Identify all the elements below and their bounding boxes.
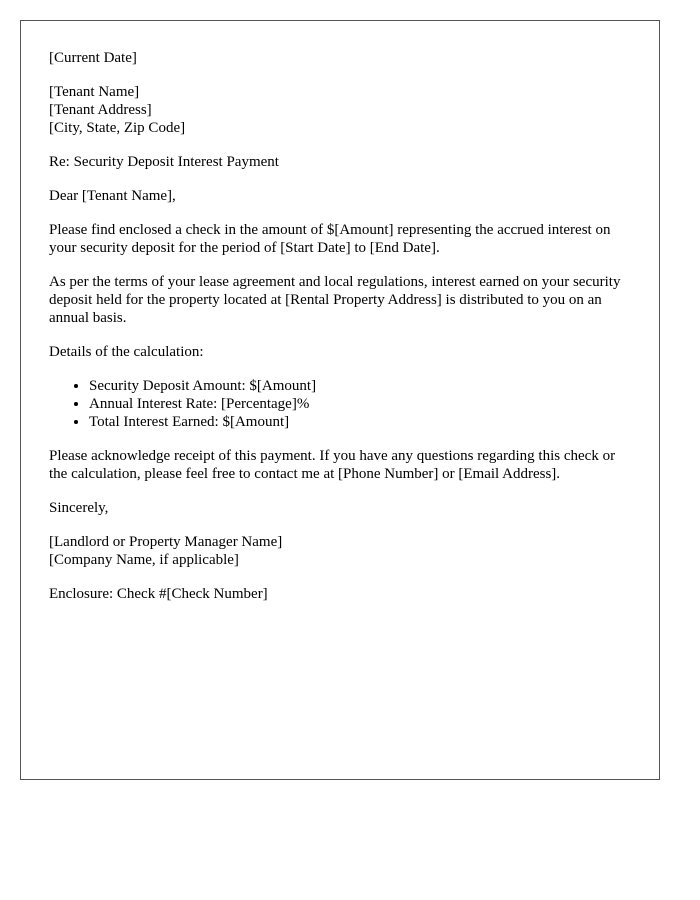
recipient-address: [Tenant Address] — [49, 102, 152, 118]
details-heading: Details of the calculation: — [49, 344, 204, 360]
signature-company: [Company Name, if applicable] — [49, 552, 239, 568]
letter-date-block — [49, 49, 635, 67]
recipient-city-state-zip: [City, State, Zip Code] — [49, 120, 186, 136]
recipient-name: [Tenant Name] — [49, 84, 140, 100]
signature-block — [49, 533, 635, 569]
subject-line: Re: Security Deposit Interest Payment — [49, 154, 279, 170]
body-paragraph-payment: Please find enclosed a check in the amount of $[Amount] representing the accrued interest on your security deposit for the period of [Start Date] to [End Date]. — [49, 222, 611, 256]
letter-document — [20, 20, 660, 780]
salutation-block — [49, 187, 635, 205]
list-item: • Security Deposit Amount: $[Amount] — [89, 377, 635, 395]
letter-body — [49, 49, 635, 603]
closing-block — [49, 499, 635, 517]
subject-line-block — [49, 153, 635, 171]
enclosure-note: Enclosure: Check #[Check Number] — [49, 586, 268, 602]
list-item: • Annual Interest Rate: [Percentage]% — [89, 395, 635, 413]
closing-paragraph: Please acknowledge receipt of this payment. If you have any questions regarding this check or the calculation, please feel free to contact me at [Phone Number] or [Email Address]. — [49, 448, 616, 482]
details-list — [49, 377, 635, 431]
closing: Sincerely, — [49, 500, 109, 516]
recipient-block — [49, 83, 635, 137]
list-item: • Total Interest Earned: $[Amount] — [89, 413, 635, 431]
salutation: Dear [Tenant Name], — [49, 188, 176, 204]
body-paragraph-terms: As per the terms of your lease agreement and local regulations, interest earned on your security deposit held for the property located at [Rental Property Address] is distributed to you on an annual basis. — [49, 274, 621, 326]
signature-name: [Landlord or Property Manager Name] — [49, 534, 283, 550]
letter-date: [Current Date] — [49, 50, 137, 66]
